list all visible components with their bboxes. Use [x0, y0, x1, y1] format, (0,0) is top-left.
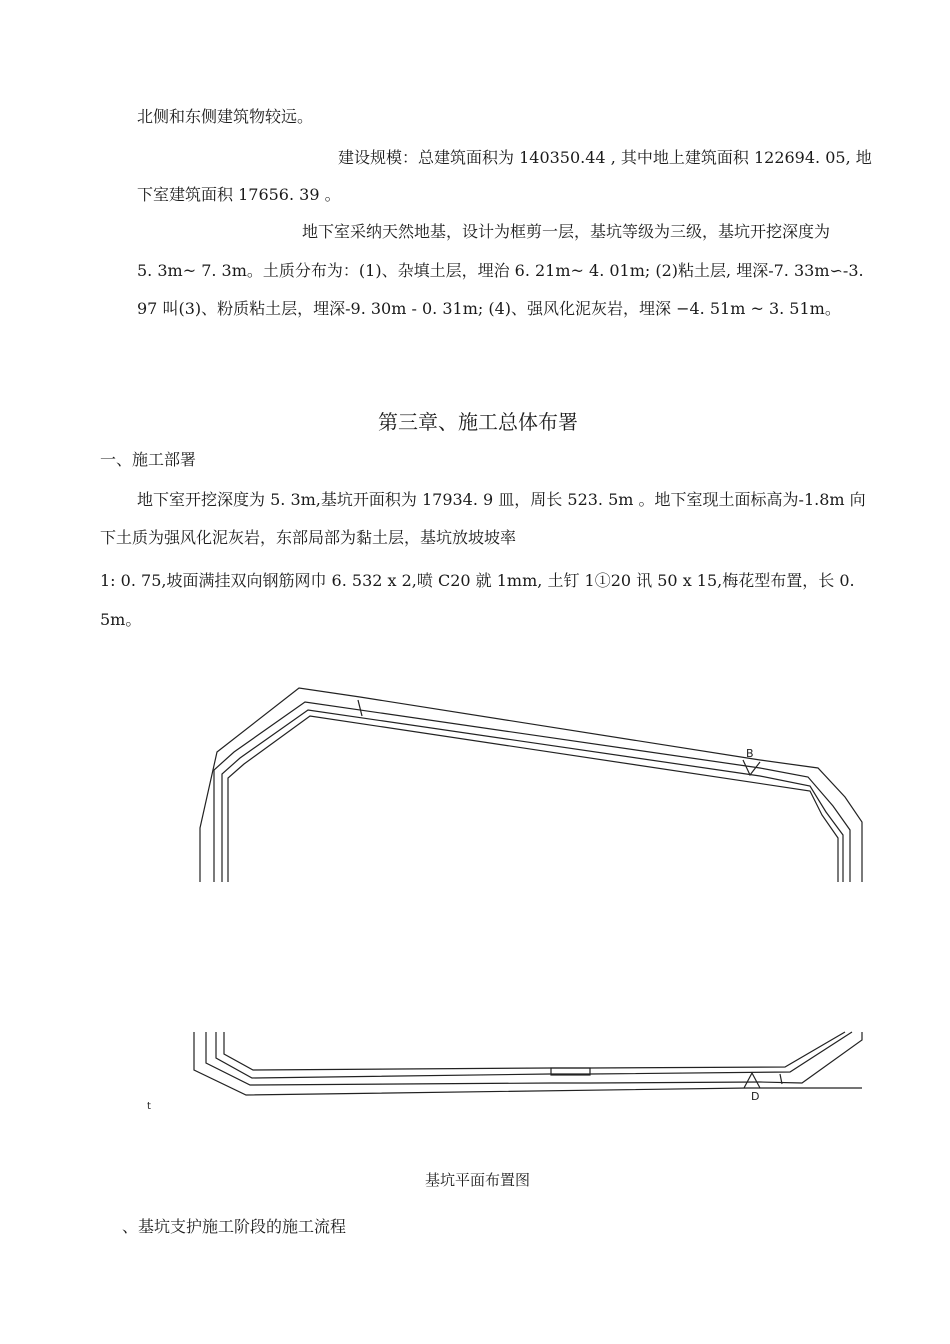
pit-outline-inner-bottom [216, 1032, 852, 1078]
label-b: B [746, 747, 754, 760]
paragraph-line: 地下室采纳天然地基，设计为框剪一层，基坑等级为三级，基坑开挖深度为 [302, 222, 831, 241]
label-d: D [751, 1090, 760, 1103]
section-marker-d [744, 1073, 760, 1088]
label-t: t [147, 1101, 151, 1112]
pit-outline-inner [222, 710, 843, 882]
pit-outline-outer-bottom [194, 1032, 862, 1095]
pit-outline-outer [200, 688, 862, 882]
paragraph-line: 下土质为强风化泥灰岩，东部局部为黏土层，基坑放坡坡率 [100, 528, 517, 547]
figure-caption: 基坑平面布置图 [425, 1171, 531, 1189]
section-tick [358, 700, 362, 716]
paragraph-line: 北侧和东侧建筑物较远。 [137, 107, 314, 126]
section-heading: 、基坑支护施工阶段的施工流程 [122, 1217, 347, 1236]
paragraph-line: 建设规模：总建筑面积为 140350.44 , 其中地上建筑面积 122694. 05, 地 [338, 148, 872, 167]
pit-outline-inner2-bottom [224, 1032, 845, 1070]
paragraph-line: 5m。 [100, 610, 142, 629]
paragraph-line: 5. 3m~ 7. 3m。土质分布为：(1)、杂填土层，埋治 6. 21m~ 4. 01m; (2)粘土层, 埋深-7. 33m∽-3. [137, 261, 864, 280]
pit-outline-inner2 [228, 716, 838, 882]
chapter-title: 第三章、施工总体布署 [378, 410, 578, 434]
paragraph-line: 地下室开挖深度为 5. 3m,基坑开面积为 17934. 9 皿，周长 523. 5m 。地下室现土面标高为-1.8m 向 [137, 490, 866, 509]
paragraph-line: 下室建筑面积 17656. 39 。 [137, 185, 341, 204]
section-heading: 一、施工部署 [100, 450, 197, 469]
paragraph-line: 1: 0. 75,坡面满挂双向钢筋网巾 6. 532 x 2,喷 C20 就 1mm, 土钉 1①20 讯 50 x 15,梅花型布置，长 0. [100, 571, 855, 590]
pit-outline-mid [214, 702, 850, 882]
paragraph-line: 97 叫(3)、粉质粘土层，埋深-9. 30m - 0. 31m; (4)、强风化泥灰岩，埋深 −4. 51m ~ 3. 51m。 [137, 299, 841, 318]
